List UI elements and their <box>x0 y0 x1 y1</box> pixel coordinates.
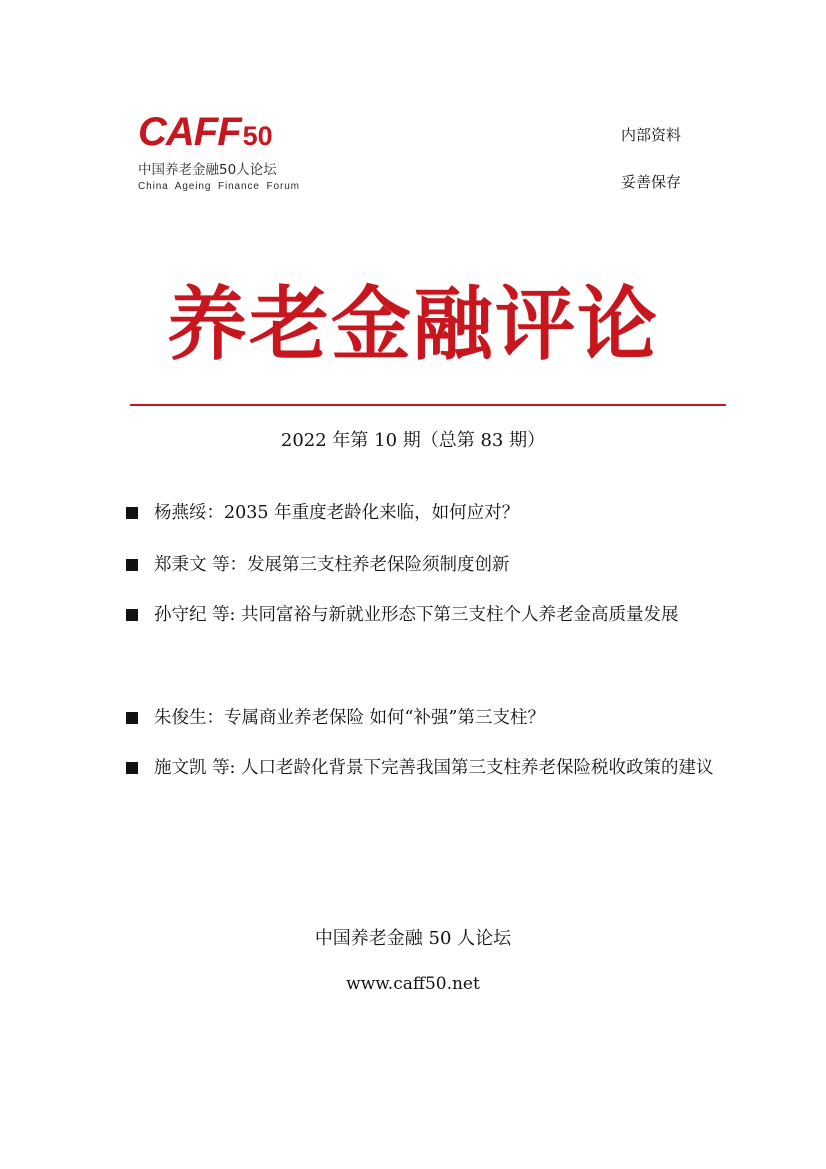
square-bullet-icon <box>126 507 138 519</box>
toc-item-text: 杨燕绥：2035 年重度老龄化来临，如何应对？ <box>154 503 520 523</box>
caff50-logo <box>138 110 338 202</box>
square-bullet-icon <box>126 609 138 621</box>
logo-caff-text: CAFF <box>138 110 241 154</box>
footer-url: www.caff50.net <box>346 974 480 994</box>
page-title: 养老金融评论 <box>167 277 659 371</box>
note-internal: 内部资料 <box>621 126 682 144</box>
logo-name-en: China Ageing Finance Forum <box>138 181 300 192</box>
logo-mark <box>138 110 338 154</box>
footer-organization: 中国养老金融 50 人论坛 <box>314 928 512 949</box>
toc-item-text: 朱俊生：专属商业养老保险 如何“补强”第三支柱？ <box>154 708 545 728</box>
square-bullet-icon <box>126 712 138 724</box>
toc-item-text: 施文凯 等: 人口老龄化背景下完善我国第三支柱养老保险税收政策的建议 <box>154 758 714 778</box>
logo-50-text: 50 <box>242 121 273 151</box>
title-divider <box>130 404 726 406</box>
square-bullet-icon <box>126 762 138 774</box>
toc-item-text: 孙守纪 等: 共同富裕与新就业形态下第三支柱个人养老金高质量发展 <box>154 605 679 625</box>
square-bullet-icon <box>126 559 138 571</box>
issue-number: 2022 年第 10 期（总第 83 期） <box>280 430 546 451</box>
note-keep: 妥善保存 <box>621 173 682 191</box>
logo-name-cn: 中国养老金融50人论坛 <box>138 162 277 178</box>
toc-item-text: 郑秉文 等：发展第三支柱养老保险须制度创新 <box>154 555 510 575</box>
